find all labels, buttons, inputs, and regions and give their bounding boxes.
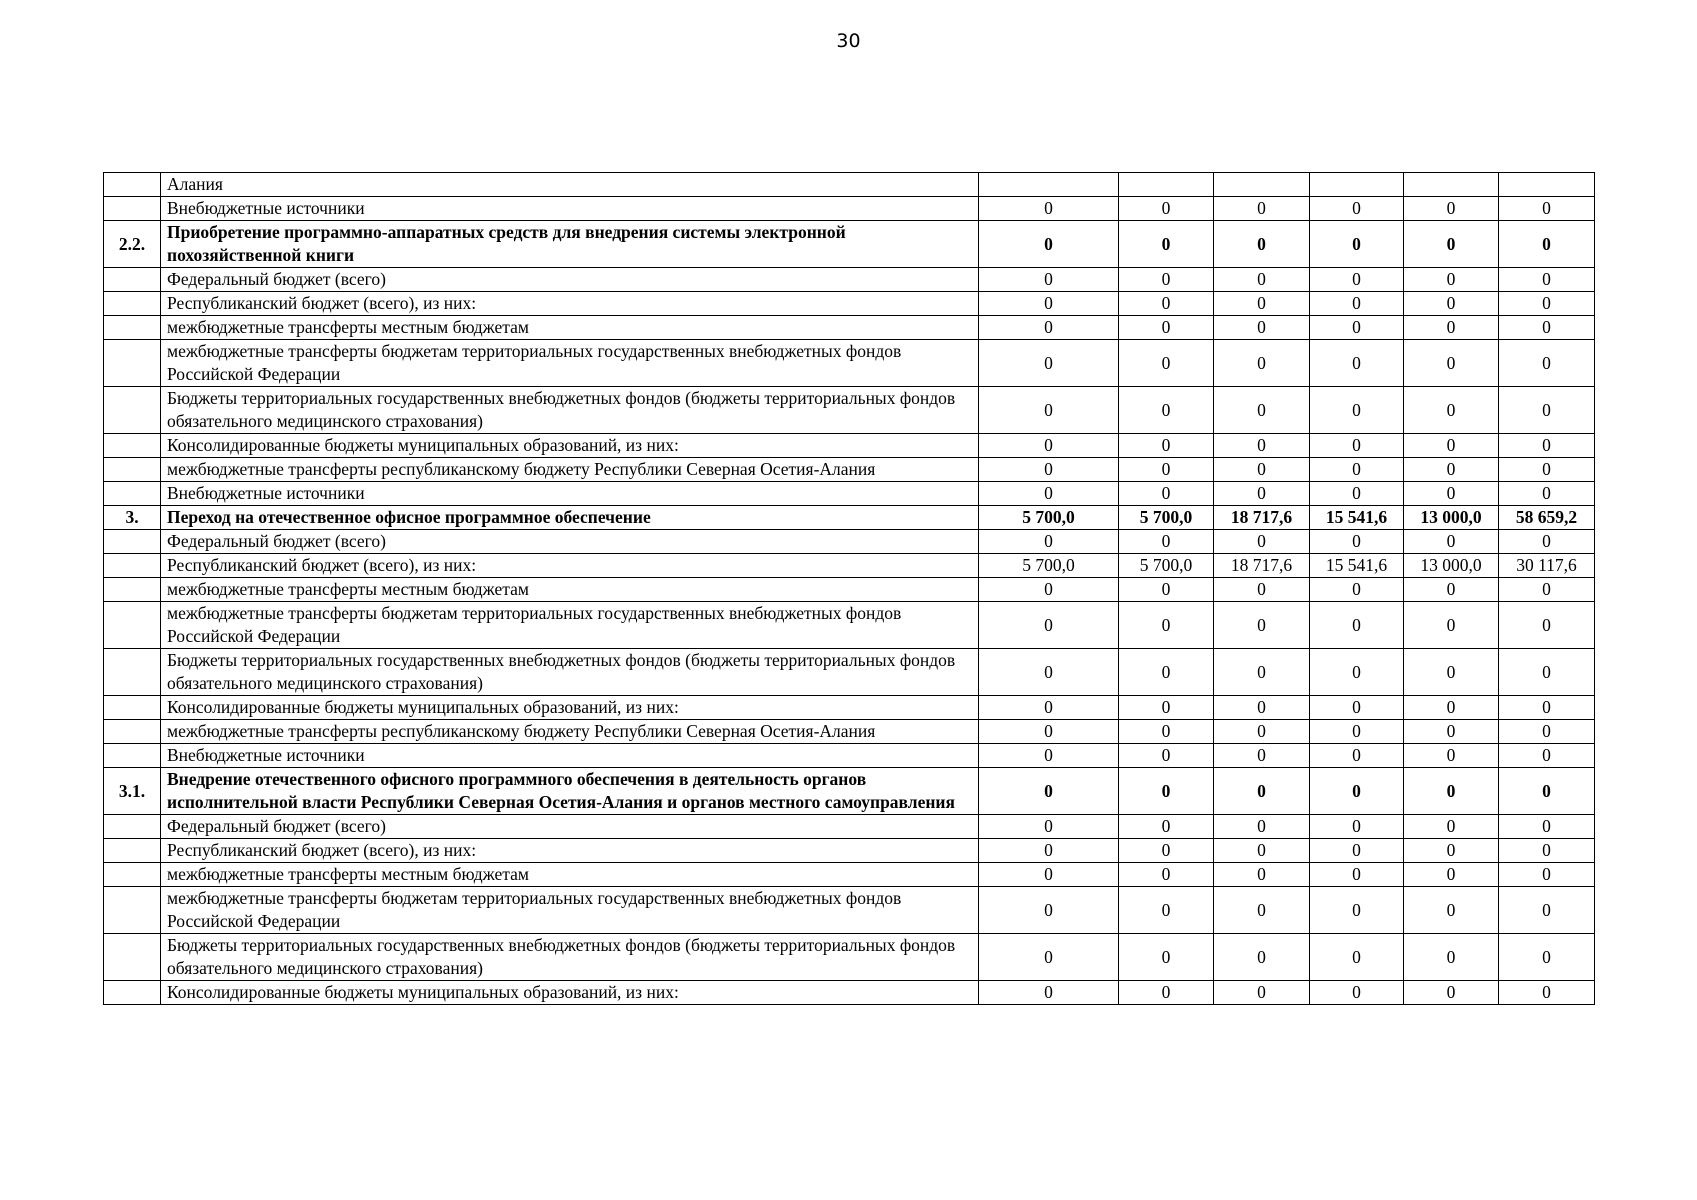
value-cell — [1404, 173, 1499, 197]
value-cell: 0 — [1499, 197, 1595, 221]
row-code-cell — [104, 839, 161, 863]
value-cell: 0 — [1119, 482, 1214, 506]
table-row — [104, 887, 1595, 934]
value-cell: 0 — [1119, 696, 1214, 720]
row-code-cell — [104, 387, 161, 434]
value-cell: 0 — [1499, 578, 1595, 602]
value-cell: 0 — [1404, 815, 1499, 839]
budget-table-body — [104, 173, 1595, 1005]
row-name-cell: Бюджеты территориальных государственных внебюджетных фондов (бюджеты территориальных фондов обязательного медицинского страхования) — [161, 649, 979, 696]
value-cell: 0 — [1499, 887, 1595, 934]
table-row — [104, 934, 1595, 981]
value-cell: 0 — [1499, 815, 1595, 839]
row-code-cell — [104, 815, 161, 839]
value-cell: 0 — [1310, 649, 1404, 696]
value-cell: 0 — [1310, 292, 1404, 316]
value-cell: 0 — [1310, 340, 1404, 387]
table-row — [104, 434, 1595, 458]
table-row — [104, 744, 1595, 768]
value-cell: 0 — [1404, 434, 1499, 458]
row-code-cell — [104, 482, 161, 506]
row-name-cell: Внедрение отечественного офисного программного обеспечения в деятельность органов исполнительной власти Республики Северная Осетия-Алания и органов местного самоуправления — [161, 768, 979, 815]
value-cell: 0 — [1404, 839, 1499, 863]
row-name-cell: Бюджеты территориальных государственных внебюджетных фондов (бюджеты территориальных фондов обязательного медицинского страхования) — [161, 934, 979, 981]
value-cell: 0 — [979, 602, 1119, 649]
value-cell: 0 — [1499, 434, 1595, 458]
value-cell: 0 — [1119, 221, 1214, 268]
value-cell: 0 — [979, 863, 1119, 887]
table-row — [104, 292, 1595, 316]
row-name-cell: Консолидированные бюджеты муниципальных образований, из них: — [161, 696, 979, 720]
value-cell: 0 — [1310, 458, 1404, 482]
value-cell: 0 — [1310, 744, 1404, 768]
value-cell: 0 — [979, 720, 1119, 744]
value-cell: 0 — [1499, 387, 1595, 434]
value-cell: 0 — [1214, 316, 1310, 340]
value-cell: 0 — [979, 815, 1119, 839]
value-cell: 0 — [1499, 292, 1595, 316]
row-code-cell — [104, 458, 161, 482]
row-name-cell: межбюджетные трансферты бюджетам территориальных государственных внебюджетных фондов Российской Федерации — [161, 340, 979, 387]
value-cell: 18 717,6 — [1214, 506, 1310, 530]
value-cell: 0 — [979, 887, 1119, 934]
value-cell: 0 — [979, 434, 1119, 458]
value-cell: 0 — [1214, 887, 1310, 934]
value-cell: 0 — [1404, 649, 1499, 696]
value-cell: 5 700,0 — [979, 506, 1119, 530]
table-row — [104, 173, 1595, 197]
value-cell: 0 — [1119, 434, 1214, 458]
value-cell: 0 — [979, 340, 1119, 387]
value-cell: 0 — [1310, 316, 1404, 340]
value-cell: 0 — [1119, 387, 1214, 434]
table-row — [104, 458, 1595, 482]
value-cell: 0 — [1499, 458, 1595, 482]
value-cell: 0 — [1310, 815, 1404, 839]
value-cell: 0 — [979, 578, 1119, 602]
value-cell: 0 — [979, 744, 1119, 768]
value-cell: 0 — [1214, 458, 1310, 482]
value-cell: 0 — [1119, 602, 1214, 649]
table-row — [104, 839, 1595, 863]
value-cell: 0 — [1119, 887, 1214, 934]
value-cell: 0 — [1310, 863, 1404, 887]
table-row — [104, 554, 1595, 578]
value-cell: 0 — [1310, 602, 1404, 649]
value-cell: 0 — [979, 316, 1119, 340]
value-cell: 0 — [979, 839, 1119, 863]
value-cell: 0 — [1404, 934, 1499, 981]
value-cell: 0 — [1119, 815, 1214, 839]
value-cell: 0 — [1214, 649, 1310, 696]
value-cell: 0 — [1404, 602, 1499, 649]
value-cell: 0 — [1310, 934, 1404, 981]
value-cell: 0 — [1119, 863, 1214, 887]
row-name-cell: межбюджетные трансферты бюджетам территориальных государственных внебюджетных фондов Российской Федерации — [161, 887, 979, 934]
row-name-cell: Федеральный бюджет (всего) — [161, 268, 979, 292]
row-code-cell — [104, 602, 161, 649]
row-name-cell: Федеральный бюджет (всего) — [161, 815, 979, 839]
value-cell: 0 — [1499, 340, 1595, 387]
value-cell: 0 — [1214, 482, 1310, 506]
value-cell: 0 — [979, 221, 1119, 268]
value-cell: 0 — [1119, 981, 1214, 1005]
value-cell: 0 — [1119, 530, 1214, 554]
value-cell: 0 — [979, 387, 1119, 434]
row-code-cell — [104, 720, 161, 744]
value-cell — [979, 173, 1119, 197]
value-cell: 0 — [1310, 768, 1404, 815]
table-row — [104, 768, 1595, 815]
value-cell: 0 — [1214, 292, 1310, 316]
table-row — [104, 578, 1595, 602]
value-cell: 5 700,0 — [1119, 506, 1214, 530]
value-cell: 0 — [1214, 815, 1310, 839]
row-code-cell — [104, 981, 161, 1005]
table-row — [104, 602, 1595, 649]
row-name-cell: межбюджетные трансферты местным бюджетам — [161, 316, 979, 340]
value-cell: 0 — [1404, 482, 1499, 506]
value-cell: 0 — [1310, 578, 1404, 602]
table-row — [104, 340, 1595, 387]
table-row — [104, 863, 1595, 887]
value-cell: 0 — [979, 981, 1119, 1005]
value-cell: 0 — [1404, 316, 1499, 340]
value-cell: 0 — [1214, 863, 1310, 887]
value-cell: 0 — [1499, 268, 1595, 292]
table-row — [104, 696, 1595, 720]
value-cell: 0 — [1119, 839, 1214, 863]
value-cell: 0 — [1214, 578, 1310, 602]
value-cell: 0 — [979, 292, 1119, 316]
value-cell: 0 — [979, 197, 1119, 221]
value-cell: 0 — [1499, 839, 1595, 863]
value-cell: 0 — [1214, 602, 1310, 649]
value-cell: 0 — [1404, 696, 1499, 720]
budget-table — [103, 172, 1595, 1005]
value-cell: 58 659,2 — [1499, 506, 1595, 530]
table-row — [104, 815, 1595, 839]
value-cell: 0 — [1499, 981, 1595, 1005]
value-cell: 0 — [1499, 934, 1595, 981]
value-cell: 0 — [1499, 530, 1595, 554]
value-cell: 0 — [1214, 839, 1310, 863]
value-cell: 0 — [979, 696, 1119, 720]
row-code-cell — [104, 578, 161, 602]
value-cell: 0 — [1214, 221, 1310, 268]
row-code-cell — [104, 696, 161, 720]
value-cell: 0 — [1310, 839, 1404, 863]
value-cell: 0 — [1499, 316, 1595, 340]
row-name-cell: межбюджетные трансферты республиканскому бюджету Республики Северная Осетия-Алания — [161, 720, 979, 744]
row-code-cell — [104, 863, 161, 887]
value-cell: 0 — [1499, 696, 1595, 720]
row-code-cell — [104, 934, 161, 981]
value-cell: 0 — [979, 934, 1119, 981]
table-row — [104, 197, 1595, 221]
value-cell: 0 — [1214, 720, 1310, 744]
row-name-cell: Бюджеты территориальных государственных внебюджетных фондов (бюджеты территориальных фондов обязательного медицинского страхования) — [161, 387, 979, 434]
value-cell: 0 — [1404, 981, 1499, 1005]
row-name-cell: Республиканский бюджет (всего), из них: — [161, 554, 979, 578]
value-cell: 15 541,6 — [1310, 554, 1404, 578]
table-row — [104, 268, 1595, 292]
table-row — [104, 482, 1595, 506]
value-cell: 0 — [979, 530, 1119, 554]
value-cell: 0 — [1214, 340, 1310, 387]
row-code-cell — [104, 340, 161, 387]
row-code-cell — [104, 292, 161, 316]
value-cell: 0 — [1214, 981, 1310, 1005]
value-cell: 0 — [1119, 768, 1214, 815]
table-row — [104, 506, 1595, 530]
value-cell: 0 — [1499, 649, 1595, 696]
value-cell: 0 — [1310, 981, 1404, 1005]
value-cell: 0 — [1404, 340, 1499, 387]
row-name-cell: Алания — [161, 173, 979, 197]
value-cell: 0 — [1119, 934, 1214, 981]
value-cell: 0 — [1404, 530, 1499, 554]
value-cell: 0 — [979, 482, 1119, 506]
value-cell: 0 — [979, 458, 1119, 482]
value-cell: 0 — [1404, 744, 1499, 768]
value-cell: 0 — [1214, 530, 1310, 554]
value-cell: 0 — [1499, 744, 1595, 768]
value-cell: 0 — [1310, 720, 1404, 744]
value-cell: 0 — [979, 649, 1119, 696]
value-cell: 0 — [1404, 458, 1499, 482]
page-number: 30 — [836, 30, 861, 52]
row-code-cell — [104, 744, 161, 768]
value-cell: 0 — [1499, 863, 1595, 887]
value-cell: 0 — [1310, 268, 1404, 292]
row-name-cell: Приобретение программно-аппаратных средств для внедрения системы электронной похозяйственной книги — [161, 221, 979, 268]
value-cell: 0 — [1499, 482, 1595, 506]
value-cell: 0 — [1119, 340, 1214, 387]
value-cell: 0 — [1404, 720, 1499, 744]
value-cell: 0 — [1310, 221, 1404, 268]
value-cell: 0 — [1119, 268, 1214, 292]
value-cell: 0 — [1310, 887, 1404, 934]
row-name-cell: Консолидированные бюджеты муниципальных образований, из них: — [161, 981, 979, 1005]
value-cell — [1310, 173, 1404, 197]
row-name-cell: Внебюджетные источники — [161, 482, 979, 506]
row-code-cell — [104, 434, 161, 458]
value-cell: 0 — [1404, 768, 1499, 815]
value-cell: 0 — [1404, 887, 1499, 934]
value-cell: 0 — [1499, 602, 1595, 649]
value-cell: 5 700,0 — [979, 554, 1119, 578]
value-cell: 30 117,6 — [1499, 554, 1595, 578]
table-row — [104, 387, 1595, 434]
row-name-cell: Федеральный бюджет (всего) — [161, 530, 979, 554]
value-cell: 0 — [1310, 197, 1404, 221]
row-name-cell: межбюджетные трансферты местным бюджетам — [161, 578, 979, 602]
table-row — [104, 221, 1595, 268]
row-code-cell — [104, 530, 161, 554]
row-name-cell: Республиканский бюджет (всего), из них: — [161, 292, 979, 316]
value-cell: 0 — [1119, 458, 1214, 482]
value-cell: 0 — [1499, 221, 1595, 268]
value-cell: 0 — [1310, 530, 1404, 554]
value-cell: 0 — [1310, 482, 1404, 506]
value-cell: 0 — [1119, 720, 1214, 744]
row-code-cell: 3. — [104, 506, 161, 530]
value-cell: 5 700,0 — [1119, 554, 1214, 578]
value-cell — [1499, 173, 1595, 197]
row-code-cell — [104, 268, 161, 292]
row-name-cell: межбюджетные трансферты местным бюджетам — [161, 863, 979, 887]
row-name-cell: межбюджетные трансферты бюджетам территориальных государственных внебюджетных фондов Российской Федерации — [161, 602, 979, 649]
value-cell: 0 — [1119, 316, 1214, 340]
row-code-cell — [104, 316, 161, 340]
value-cell: 13 000,0 — [1404, 506, 1499, 530]
value-cell: 0 — [1404, 387, 1499, 434]
value-cell: 0 — [1404, 863, 1499, 887]
value-cell: 0 — [1119, 197, 1214, 221]
table-row — [104, 981, 1595, 1005]
value-cell: 0 — [1119, 649, 1214, 696]
value-cell: 0 — [1214, 197, 1310, 221]
value-cell: 0 — [1214, 268, 1310, 292]
row-name-cell: Консолидированные бюджеты муниципальных образований, из них: — [161, 434, 979, 458]
value-cell: 0 — [1404, 268, 1499, 292]
value-cell: 18 717,6 — [1214, 554, 1310, 578]
table-row — [104, 720, 1595, 744]
value-cell: 0 — [1214, 934, 1310, 981]
row-code-cell: 3.1. — [104, 768, 161, 815]
row-name-cell: межбюджетные трансферты республиканскому бюджету Республики Северная Осетия-Алания — [161, 458, 979, 482]
row-code-cell: 2.2. — [104, 221, 161, 268]
row-name-cell: Внебюджетные источники — [161, 197, 979, 221]
row-code-cell — [104, 649, 161, 696]
row-name-cell: Внебюджетные источники — [161, 744, 979, 768]
row-code-cell — [104, 887, 161, 934]
value-cell: 0 — [1214, 387, 1310, 434]
value-cell: 0 — [1499, 768, 1595, 815]
value-cell: 0 — [1119, 292, 1214, 316]
value-cell: 0 — [1499, 720, 1595, 744]
row-code-cell — [104, 554, 161, 578]
value-cell: 0 — [1404, 197, 1499, 221]
table-row — [104, 530, 1595, 554]
value-cell: 0 — [1310, 387, 1404, 434]
value-cell: 0 — [1214, 768, 1310, 815]
value-cell: 0 — [1119, 744, 1214, 768]
value-cell: 0 — [1404, 221, 1499, 268]
table-row — [104, 316, 1595, 340]
value-cell: 0 — [1404, 578, 1499, 602]
value-cell: 0 — [1214, 434, 1310, 458]
row-name-cell: Республиканский бюджет (всего), из них: — [161, 839, 979, 863]
value-cell: 0 — [1310, 696, 1404, 720]
row-code-cell — [104, 173, 161, 197]
value-cell: 0 — [1310, 434, 1404, 458]
row-code-cell — [104, 197, 161, 221]
table-row — [104, 649, 1595, 696]
value-cell: 0 — [1214, 696, 1310, 720]
value-cell — [1214, 173, 1310, 197]
row-name-cell: Переход на отечественное офисное программное обеспечение — [161, 506, 979, 530]
value-cell: 0 — [1404, 292, 1499, 316]
value-cell: 15 541,6 — [1310, 506, 1404, 530]
value-cell: 0 — [979, 768, 1119, 815]
value-cell: 0 — [979, 268, 1119, 292]
value-cell: 13 000,0 — [1404, 554, 1499, 578]
value-cell: 0 — [1214, 744, 1310, 768]
value-cell — [1119, 173, 1214, 197]
value-cell: 0 — [1119, 578, 1214, 602]
